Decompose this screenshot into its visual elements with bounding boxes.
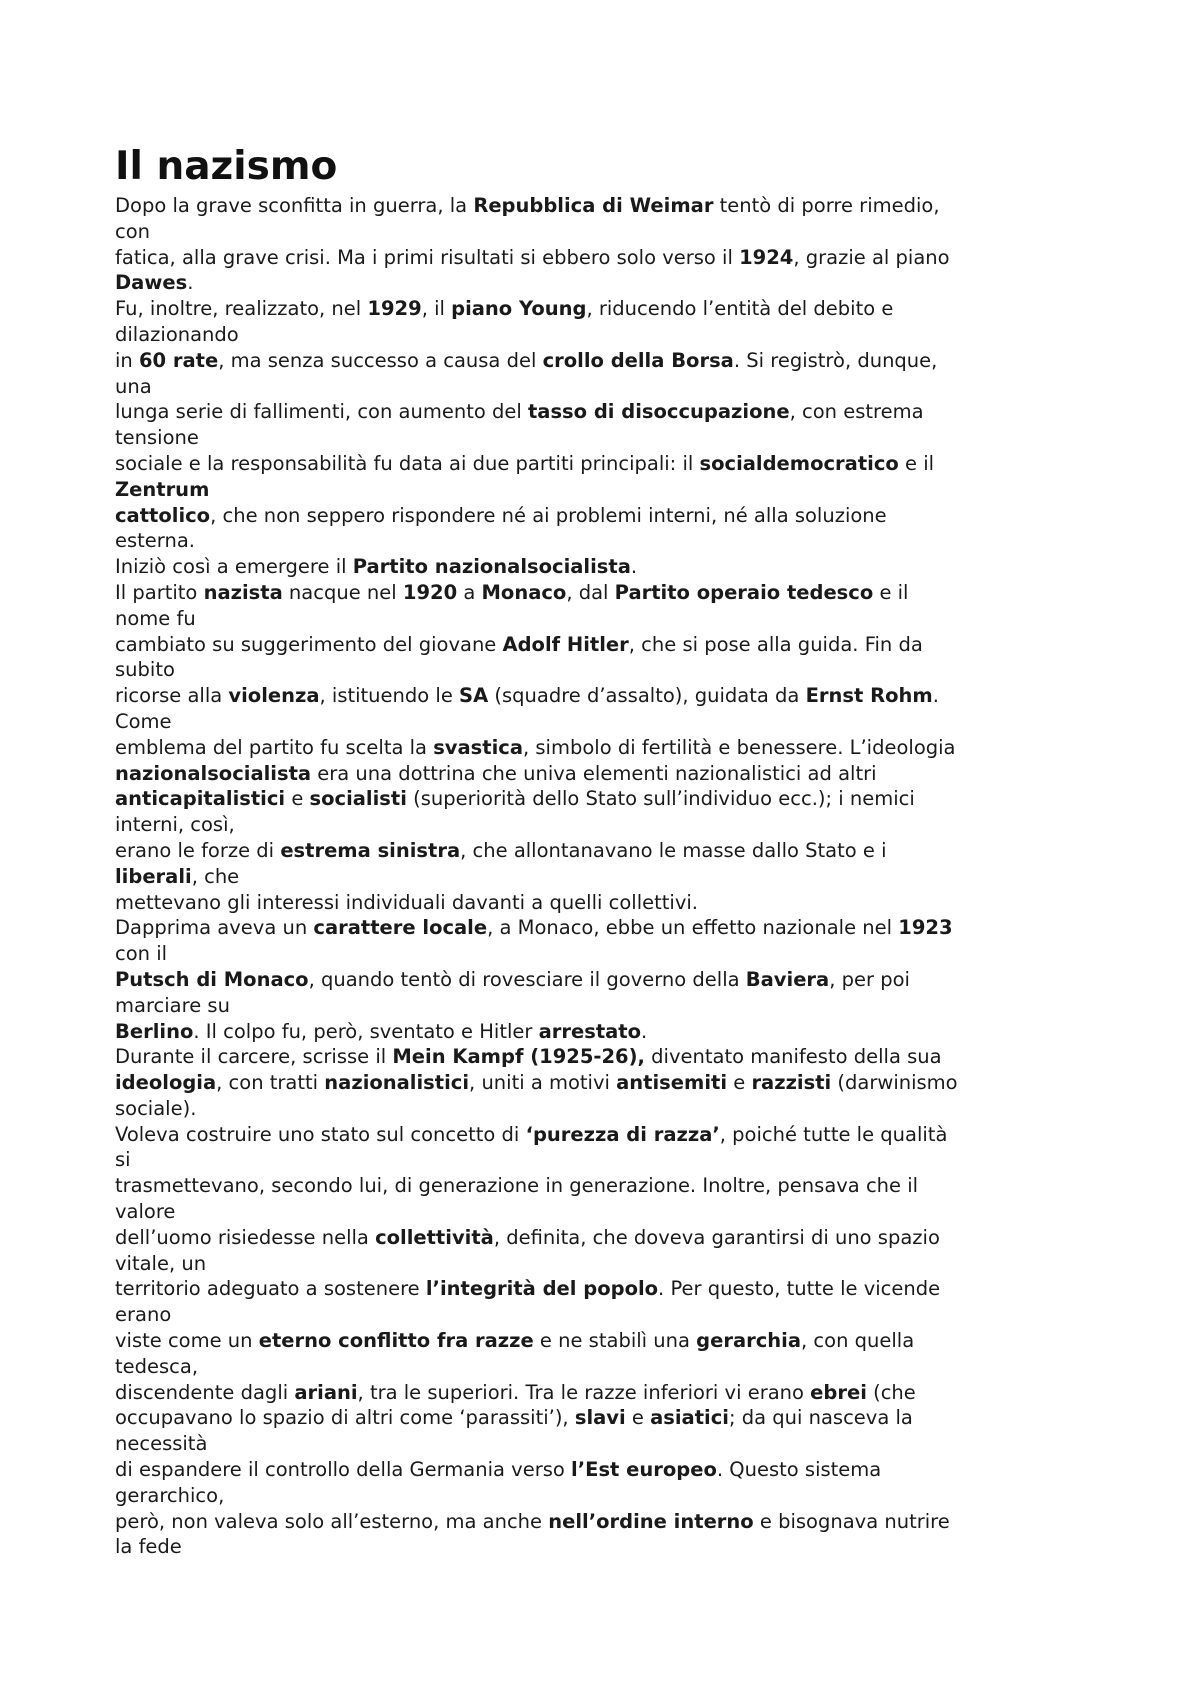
text-line: [115, 1070, 1090, 1096]
bold-text: Putsch di Monaco: [115, 967, 309, 991]
text-span: (darwinismo: [831, 1071, 958, 1095]
text-line: [115, 1276, 1090, 1302]
text-span: , che allontanavano le masse dallo Stato e i: [460, 838, 887, 862]
text-span: Dapprima aveva un: [115, 916, 314, 940]
text-span: Voleva costruire uno stato sul concetto di: [115, 1122, 526, 1146]
text-line: [115, 1122, 1090, 1148]
text-span: territorio adeguato a sostenere: [115, 1277, 426, 1301]
bold-text: l’integrità del popolo: [425, 1277, 659, 1301]
bold-text: Ernst Rohm: [805, 684, 933, 708]
text-span: , riducendo l’entità del debito e: [586, 297, 894, 321]
bold-text: SA: [459, 684, 489, 708]
text-span: , con tratti: [216, 1071, 325, 1095]
text-line: [115, 657, 1090, 683]
text-span: . Il colpo fu, però, sventato e Hitler: [193, 1019, 539, 1043]
bold-text: tasso di disoccupazione: [527, 400, 790, 424]
text-span: Dopo la grave sconfitta in guerra, la: [115, 194, 474, 217]
text-line: [115, 1509, 1090, 1535]
bold-text: socialisti: [309, 787, 407, 811]
bold-text: cattolico: [115, 503, 211, 527]
text-line: [115, 683, 1090, 709]
text-line: [115, 890, 1090, 916]
text-line: [115, 296, 1090, 322]
text-span: con il: [115, 942, 168, 966]
text-span: tedesca,: [115, 1354, 199, 1378]
text-span: una: [115, 374, 152, 398]
text-span: diventato manifesto della sua: [644, 1045, 942, 1069]
text-line: [115, 1044, 1090, 1070]
bold-text: eterno conflitto fra razze: [258, 1329, 534, 1353]
text-line: [115, 322, 1090, 348]
text-line: [115, 503, 1090, 529]
text-line: [115, 270, 1090, 296]
text-span: discendente dagli: [115, 1380, 295, 1404]
text-span: . Questo sistema: [716, 1458, 882, 1482]
text-span: viste come un: [115, 1329, 259, 1353]
text-line: [115, 1431, 1090, 1457]
text-line: [115, 399, 1090, 425]
bold-text: violenza: [228, 684, 320, 708]
text-line: [115, 1483, 1090, 1509]
text-span: Come: [115, 709, 172, 733]
bold-text: socialdemocratico: [699, 451, 899, 475]
text-span: . Si registrò, dunque,: [733, 348, 938, 372]
text-span: (squadre d’assalto), guidata da: [488, 684, 806, 708]
text-span: mettevano gli interessi individuali davanti a quelli collettivi.: [115, 890, 698, 914]
text-span: Fu, inoltre, realizzato, nel: [115, 297, 368, 321]
document-title: Il nazismo: [115, 144, 338, 189]
text-span: marciare su: [115, 993, 230, 1017]
text-span: emblema del partito fu scelta la: [115, 735, 434, 759]
text-line: [115, 477, 1090, 503]
text-span: .: [932, 684, 939, 708]
text-line: [115, 193, 1090, 219]
text-span: , ma senza successo a causa del: [218, 348, 543, 372]
text-line: [115, 915, 1090, 941]
text-span: (che: [866, 1380, 916, 1404]
text-span: valore: [115, 1200, 176, 1224]
text-span: e bisognava nutrire: [753, 1509, 950, 1533]
bold-text: carattere locale: [313, 916, 488, 940]
text-line: [115, 632, 1090, 658]
text-span: , grazie al piano: [793, 245, 950, 269]
text-span: , che: [191, 864, 240, 888]
text-span: trasmettevano, secondo lui, di generazione in generazione. Inoltre, pensava che il: [115, 1174, 919, 1198]
text-span: subito: [115, 658, 175, 682]
text-line: [115, 761, 1090, 787]
bold-text: slavi: [574, 1406, 626, 1430]
text-span: , definita, che doveva garantirsi di uno spazio: [493, 1225, 940, 1249]
bold-text: ideologia: [115, 1071, 217, 1095]
bold-text: nazionalistici: [324, 1071, 470, 1095]
bold-text: crollo della Borsa: [542, 348, 734, 372]
bold-text: gerarchia: [696, 1329, 802, 1353]
text-span: e il: [873, 580, 909, 604]
text-span: , tra le superiori. Tra le razze inferiori vi erano: [357, 1380, 811, 1404]
text-line: [115, 348, 1090, 374]
text-span: interni, così,: [115, 813, 235, 837]
text-line: [115, 838, 1090, 864]
bold-text: 1929: [367, 297, 422, 321]
text-span: , a Monaco, ebbe un effetto nazionale nel: [487, 916, 899, 940]
text-span: , simbolo di fertilità e benessere. L’ideologia: [523, 735, 956, 759]
bold-text: Adolf Hitler: [502, 632, 629, 656]
text-span: Durante il carcere, scrisse il: [115, 1045, 393, 1069]
text-span: però, non valeva solo all’esterno, ma anche: [115, 1509, 549, 1533]
bold-text: svastica: [433, 735, 523, 759]
bold-text: 1920: [402, 580, 458, 604]
bold-text: ‘purezza di razza’: [525, 1122, 720, 1146]
text-span: nome fu: [115, 606, 196, 630]
text-span: occupavano lo spazio di altri come ‘parassiti’),: [115, 1406, 575, 1430]
bold-text: Repubblica di Weimar: [473, 194, 714, 217]
text-span: , quando tentò di rovesciare il governo della: [308, 967, 746, 991]
bold-text: piano Young: [451, 297, 587, 321]
text-line: [115, 1199, 1090, 1225]
bold-text: Partito operaio tedesco: [614, 580, 874, 604]
text-span: tensione: [115, 426, 199, 450]
text-span: e: [727, 1071, 752, 1095]
bold-text: nazionalsocialista: [115, 761, 312, 785]
bold-text: ariani: [294, 1380, 358, 1404]
bold-text: arrestato: [538, 1019, 642, 1043]
text-line: [115, 786, 1090, 812]
text-line: [115, 967, 1090, 993]
text-line: [115, 1225, 1090, 1251]
text-span: , uniti a motivi: [469, 1071, 617, 1095]
text-span: gerarchico,: [115, 1483, 225, 1507]
text-span: Iniziò così a emergere il: [115, 555, 353, 579]
text-span: era una dottrina che univa elementi nazionalistici ad altri: [311, 761, 877, 785]
bold-text: nell’ordine interno: [548, 1509, 754, 1533]
bold-text: asiatici: [650, 1406, 729, 1430]
text-span: e: [285, 787, 310, 811]
text-line: [115, 709, 1090, 735]
text-line: [115, 812, 1090, 838]
text-line: [115, 1147, 1090, 1173]
text-span: Il partito: [115, 580, 204, 604]
text-span: , dal: [566, 580, 615, 604]
text-span: con: [115, 219, 151, 243]
bold-text: Baviera: [745, 967, 830, 991]
text-line: [115, 941, 1090, 967]
text-line: [115, 374, 1090, 400]
text-span: e: [625, 1406, 651, 1430]
text-line: [115, 1405, 1090, 1431]
text-line: [115, 245, 1090, 271]
text-line: [115, 1457, 1090, 1483]
text-span: esterna.: [115, 529, 195, 553]
bold-text: estrema sinistra: [280, 838, 461, 862]
text-span: .: [187, 271, 194, 295]
bold-text: Zentrum: [115, 477, 210, 501]
text-line: [115, 606, 1090, 632]
text-span: nacque nel: [282, 580, 403, 604]
text-line: [115, 219, 1090, 245]
text-span: lunga serie di fallimenti, con aumento del: [115, 400, 528, 424]
text-span: , che non seppero rispondere né ai problemi interni, né alla soluzione: [210, 503, 887, 527]
text-line: [115, 1251, 1090, 1277]
bold-text: Berlino: [115, 1019, 194, 1043]
text-span: dilazionando: [115, 322, 239, 346]
document-body: [115, 193, 1090, 1560]
text-line: [115, 528, 1090, 554]
text-span: .: [630, 555, 638, 579]
text-span: ricorse alla: [115, 684, 229, 708]
bold-text: 1924: [739, 245, 794, 269]
text-span: , per poi: [829, 967, 910, 991]
text-span: a: [457, 580, 482, 604]
text-line: [115, 580, 1090, 606]
text-span: di espandere il controllo della Germania verso: [115, 1458, 572, 1482]
text-line: [115, 1354, 1090, 1380]
text-line: [115, 1380, 1090, 1406]
text-span: necessità: [115, 1432, 208, 1456]
text-span: , istituendo le: [319, 684, 460, 708]
text-line: [115, 1173, 1090, 1199]
text-span: sociale e la responsabilità fu data ai due partiti principali: il: [115, 451, 700, 475]
text-span: la fede: [115, 1535, 182, 1559]
text-line: [115, 451, 1090, 477]
text-line: [115, 425, 1090, 451]
bold-text: l’Est europeo: [571, 1458, 717, 1482]
text-span: , con quella: [801, 1329, 915, 1353]
text-span: dell’uomo risiedesse nella: [115, 1225, 376, 1249]
text-line: [115, 864, 1090, 890]
text-line: [115, 1096, 1090, 1122]
bold-text: Monaco: [481, 580, 567, 604]
bold-text: razzisti: [751, 1071, 832, 1095]
document-page: [115, 143, 1090, 1560]
text-line: [115, 1534, 1090, 1560]
bold-text: ebrei: [810, 1380, 867, 1404]
text-span: cambiato su suggerimento del giovane: [115, 632, 503, 656]
bold-text: Partito nazionalsocialista: [352, 555, 631, 579]
bold-text: 1923: [898, 916, 953, 940]
bold-text: 60 rate: [138, 348, 219, 372]
text-span: in: [115, 348, 139, 372]
bold-text: liberali: [115, 864, 192, 888]
text-span: erano le forze di: [115, 838, 281, 862]
text-span: e ne stabilì una: [533, 1329, 697, 1353]
text-span: , con estrema: [789, 400, 924, 424]
text-span: si: [115, 1148, 131, 1172]
text-span: vitale, un: [115, 1251, 207, 1275]
bold-text: anticapitalistici: [115, 787, 286, 811]
text-span: tentò di porre rimedio,: [713, 194, 940, 217]
text-span: (superiorità dello Stato sull’individuo ecc.); i nemici: [406, 787, 915, 811]
bold-text: Mein Kampf (1925-26),: [392, 1045, 645, 1069]
text-span: . Per questo, tutte le vicende: [658, 1277, 941, 1301]
text-line: [115, 1302, 1090, 1328]
bold-text: nazista: [203, 580, 283, 604]
text-span: , il: [421, 297, 452, 321]
text-span: ; da qui nasceva la: [728, 1406, 913, 1430]
text-span: e il: [898, 451, 935, 475]
text-span: fatica, alla grave crisi. Ma i primi risultati si ebbero solo verso il: [115, 245, 740, 269]
text-line: [115, 1328, 1090, 1354]
text-span: .: [641, 1019, 648, 1043]
bold-text: Dawes: [115, 271, 188, 295]
bold-text: collettività: [375, 1225, 494, 1249]
text-line: [115, 735, 1090, 761]
bold-text: antisemiti: [616, 1071, 728, 1095]
text-span: erano: [115, 1303, 172, 1327]
text-span: , che si pose alla guida. Fin da: [628, 632, 923, 656]
text-line: [115, 554, 1090, 580]
text-span: sociale).: [115, 1096, 197, 1120]
text-span: , poiché tutte le qualità: [719, 1122, 948, 1146]
text-line: [115, 1019, 1090, 1045]
text-line: [115, 993, 1090, 1019]
